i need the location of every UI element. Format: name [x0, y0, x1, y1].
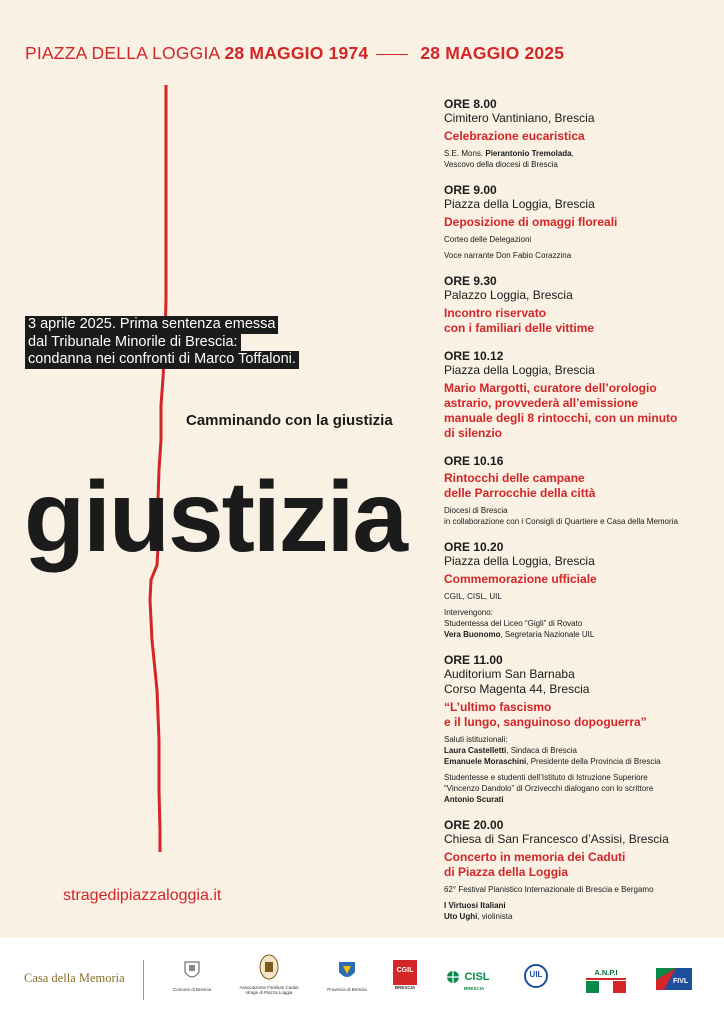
associazione-crest-icon [259, 954, 279, 980]
event-time: ORE 10.16 [444, 454, 504, 468]
verdict-line: 3 aprile 2025. Prima sentenza emessa [25, 316, 278, 334]
schedule-event [444, 454, 719, 527]
header-place: PIAZZA DELLA LOGGIA [25, 43, 220, 63]
event-title: Mario Margotti, curatore dell’orologio astrario, provvederà all’emissione manuale degli 8 rintocchi, con un minuto di silenzio [444, 381, 678, 440]
event-time: ORE 10.12 [444, 349, 504, 363]
event-place: Piazza della Loggia, Brescia [444, 197, 595, 211]
anpi-logo [586, 968, 626, 998]
event-notes [444, 591, 719, 640]
event-title: Concerto in memoria dei Caduti di Piazza della Loggia [444, 850, 626, 879]
event-time: ORE 10.20 [444, 540, 504, 554]
event-note-line: 62° Festival Pianistico Internazionale di Brescia e Bergamo [444, 885, 654, 894]
event-note-line: Studentessa del Liceo “Gigli” di Rovato [444, 619, 583, 628]
event-note-line: Vera Buonomo, Segretaria Nazionale UIL [444, 630, 595, 639]
event-title: Commemorazione ufficiale [444, 572, 597, 586]
event-notes [444, 148, 719, 170]
event-note-line: S.E. Mons. Pierantonio Tremolada, [444, 149, 574, 158]
verdict-line: dal Tribunale Minorile di Brescia: [25, 334, 241, 352]
event-place: Piazza della Loggia, Brescia [444, 554, 595, 568]
schedule-event [444, 97, 719, 170]
verdict-statement [25, 316, 299, 369]
event-note-line: Saluti istituzionali: [444, 735, 508, 744]
event-time: ORE 9.00 [444, 183, 497, 197]
event-note-line: Emanuele Moraschini, Presidente della Provincia di Brescia [444, 757, 661, 766]
event-time: ORE 11.00 [444, 653, 503, 667]
tagline: Camminando con la giustizia [186, 412, 393, 429]
event-note-line: Vescovo della diocesi di Brescia [444, 160, 558, 169]
comune-label: Comune di Brescia [172, 987, 212, 992]
cisl-label: BRESCIA [464, 986, 485, 991]
cgil-mark: CGIL [393, 960, 417, 985]
provincia-logo [322, 960, 372, 992]
event-note-line: “Vincenzo Dandolo” di Orzivecchi dialogano con lo scrittore [444, 784, 654, 793]
event-title: Incontro riservato con i familiari delle vittime [444, 306, 595, 335]
event-title: Celebrazione eucaristica [444, 129, 585, 143]
fivl-logo [656, 968, 692, 990]
website-link[interactable]: stragedipiazzaloggia.it [63, 887, 222, 904]
cisl-logo [446, 968, 492, 991]
comune-logo [170, 960, 214, 992]
fivl-mark: FIVL [673, 978, 689, 985]
cisl-globe-icon [446, 970, 460, 984]
event-note-line: Antonio Scurati [444, 795, 504, 804]
schedule-event [444, 540, 719, 640]
program-schedule [444, 97, 719, 935]
event-note-line: Corteo delle Delegazioni [444, 235, 532, 244]
event-place: Palazzo Loggia, Brescia [444, 288, 573, 302]
event-notes [444, 505, 719, 527]
schedule-event [444, 349, 719, 441]
event-time: ORE 20.00 [444, 818, 504, 832]
event-title: Deposizione di omaggi floreali [444, 215, 618, 229]
schedule-event [444, 274, 719, 336]
event-note-line: CGIL, CISL, UIL [444, 592, 502, 601]
provincia-label: Provincia di Brescia [327, 987, 367, 992]
event-note-line: I Virtuosi Italiani [444, 901, 506, 910]
event-notes [444, 734, 719, 805]
footer-divider [143, 960, 144, 1000]
header-date-start: 28 MAGGIO 1974 [224, 43, 369, 63]
event-place: Auditorium San Barnaba [444, 667, 575, 681]
uil-logo [521, 964, 551, 993]
event-time: ORE 8.00 [444, 97, 497, 111]
associazione-logo [238, 954, 300, 995]
event-time: ORE 9.30 [444, 274, 497, 288]
cgil-logo [393, 960, 417, 990]
event-place: Piazza della Loggia, Brescia [444, 363, 595, 377]
associazione-label: strage di Piazza Loggia [245, 990, 293, 995]
associazione-label: Associazione Familiari Caduti [239, 985, 299, 990]
big-title: giustizia [24, 461, 407, 573]
schedule-event [444, 183, 719, 261]
anpi-flag-icon [586, 981, 626, 993]
cgil-label: BRESCIA [394, 985, 416, 990]
event-note-line: Studentesse e studenti dell’Istituto di Istruzione Superiore [444, 773, 648, 782]
verdict-line: condanna nei confronti di Marco Toffaloni. [25, 351, 299, 369]
event-note-line: Laura Castelletti, Sindaca di Brescia [444, 746, 577, 755]
event-title: “L’ultimo fascismo e il lungo, sanguinoso dopoguerra” [444, 700, 647, 729]
comune-crest-icon [183, 960, 201, 982]
event-note-line: Diocesi di Brescia [444, 506, 508, 515]
anpi-mark: A.N.P.I [586, 968, 626, 980]
event-place: Corso Magenta 44, Brescia [444, 682, 590, 696]
event-place: Chiesa di San Francesco d’Assisi, Brescia [444, 832, 669, 846]
event-title: Rintocchi delle campane delle Parrocchie della città [444, 471, 596, 500]
header-date-end: 28 MAGGIO 2025 [420, 43, 565, 63]
event-note-line: Voce narrante Don Fabio Corazzina [444, 251, 572, 260]
footer-logos [0, 938, 724, 1024]
schedule-event [444, 653, 719, 805]
uil-mark: UIL [529, 970, 543, 979]
provincia-crest-icon [337, 960, 357, 982]
cisl-mark: CISL [464, 970, 490, 983]
event-place: Cimitero Vantiniano, Brescia [444, 111, 595, 125]
casa-della-memoria-logo: Casa della Memoria [24, 971, 125, 985]
event-notes [444, 884, 719, 922]
event-note-line: Intervengono: [444, 608, 493, 617]
event-notes [444, 234, 719, 261]
schedule-event [444, 818, 719, 922]
event-note-line: Uto Ughi, violinista [444, 912, 513, 921]
event-note-line: in collaborazione con i Consigli di Quartiere e Casa della Memoria [444, 517, 678, 526]
